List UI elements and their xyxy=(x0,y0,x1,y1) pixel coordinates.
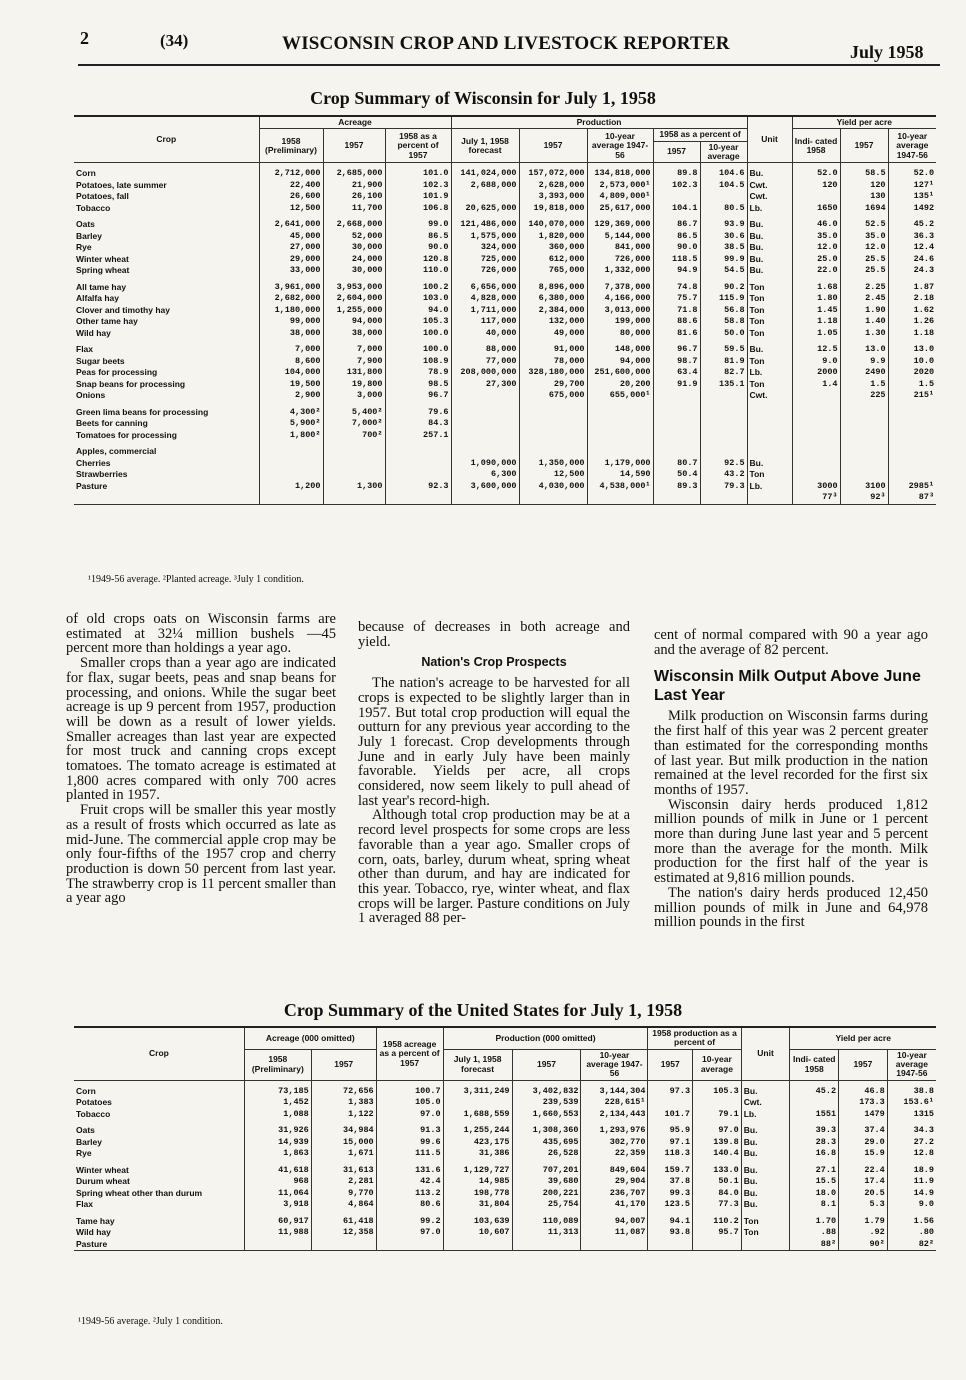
issue-date: July 1958 xyxy=(850,42,924,62)
cell-unit: Ton Ton xyxy=(741,1211,790,1251)
cell-unit: Bu. Bu. Bu. Bu. xyxy=(741,1160,790,1211)
cell-a57: 2,685,000 21,900 26,100 11,700 xyxy=(323,163,385,215)
cell-unit: Bu. Bu. Bu. xyxy=(741,1120,790,1160)
table-row xyxy=(74,163,936,215)
cell-a57: 7,000 7,900 131,800 19,800 3,000 xyxy=(323,339,385,402)
page-header xyxy=(60,28,940,68)
cell-y58: 1.70 .88 88² xyxy=(790,1211,839,1251)
article-column-1 xyxy=(66,612,336,906)
cell-c10: 92.5 43.2 79.3 xyxy=(700,441,747,504)
section-heading: Wisconsin Milk Output Above June Last Year xyxy=(654,668,921,705)
cell-y57: 46.8 173.3 1479 xyxy=(839,1080,888,1120)
cell-p57 xyxy=(519,402,587,442)
cell-p10 xyxy=(587,402,653,442)
cell-y58: 12.5 9.0 2000 1.4 xyxy=(792,339,840,402)
cell-p10: 3,144,304 228,615¹ 2,134,443 xyxy=(581,1080,648,1120)
publication-title: WISCONSIN CROP AND LIVESTOCK REPORTER xyxy=(282,33,730,54)
cell-p10: 7,378,000 4,166,000 3,013,000 199,000 80,000 xyxy=(587,277,653,340)
cell-y10: 13.0 10.0 2020 1.5 215¹ xyxy=(888,339,936,402)
cell-a57: 1,300 xyxy=(323,441,385,504)
wi-crop-summary-table xyxy=(74,115,936,505)
cell-p10: 94,007 11,087 xyxy=(581,1211,648,1251)
wi-table-footnote: ¹1949-56 average. ²Planted acreage. ³July 1 condition. xyxy=(88,574,304,585)
cell-p57: 140,070,000 1,820,000 360,000 612,000 765,000 xyxy=(519,214,587,277)
col-acreage: Acreage (000 omitted) xyxy=(244,1027,376,1049)
cell-unit: Bu. Ton Lb. Ton Cwt. xyxy=(747,339,792,402)
cell-apct: 99.2 97.0 xyxy=(376,1211,443,1251)
crop-names: Apples, commercial Cherries Strawberries Pasture xyxy=(76,446,157,491)
crop-names: Flax Sugar beets Peas for processing Snap beans for processing Onions xyxy=(76,344,186,401)
col-production: Production (000 omitted) xyxy=(443,1027,648,1049)
col-y1958: Indi- cated 1958 xyxy=(792,129,840,163)
cell-a58: 41,618 968 11,064 3,918 xyxy=(244,1160,311,1211)
paragraph: Although total crop production may be at a record level prospects for some crops are less favorable than a year ago. Smaller crops of corn, oats, barley, durum wheat, spring wheat other than durum, and hay are indicated for this year. Tobacco, rye, winter wheat, and flax crops will be larger. Pasture conditions on July 1 averaged 88 per- xyxy=(358,807,630,927)
col-y1957: 1957 xyxy=(839,1049,888,1080)
col-pct10: 10-year average xyxy=(693,1049,742,1080)
cell-c10: 97.0 139.8 140.4 xyxy=(693,1120,742,1160)
col-apct: 1958 acreage as a percent of 1957 xyxy=(376,1027,443,1080)
cell-y10: 34.3 27.2 12.8 xyxy=(887,1120,936,1160)
cell-apct: 91.3 99.6 111.5 xyxy=(376,1120,443,1160)
cell-y57: 52.5 35.0 12.0 25.5 25.5 xyxy=(840,214,888,277)
cell-p57: 8,896,000 6,380,000 2,384,000 132,000 49,000 xyxy=(519,277,587,340)
table-row xyxy=(74,1120,936,1160)
col-apct: 1958 as a percent of 1957 xyxy=(385,129,451,163)
cell-y57: 22.4 17.4 20.5 5.3 xyxy=(839,1160,888,1211)
cell-y10: 45.2 36.3 12.4 24.6 24.3 xyxy=(888,214,936,277)
cell-p58: 103,639 10,607 xyxy=(443,1211,512,1251)
col-p10: 10-year average 1947-56 xyxy=(581,1049,648,1080)
article-column-2 xyxy=(358,620,630,926)
cell-c10: 133.0 50.1 84.0 77.3 xyxy=(693,1160,742,1211)
cell-p57: 1,308,360 435,695 26,528 xyxy=(512,1120,581,1160)
cell-a57: 61,418 12,358 xyxy=(311,1211,376,1251)
us-crop-summary-table xyxy=(74,1026,936,1251)
cell-p10: 148,000 94,000 251,600,000 20,200 655,000¹ xyxy=(587,339,653,402)
crop-names: Oats Barley Rye xyxy=(76,1125,102,1159)
col-crop: Crop xyxy=(74,116,259,163)
crop-names: Winter wheat Durum wheat Spring wheat other than durum Flax xyxy=(76,1164,203,1210)
col-yield: Yield per acre xyxy=(790,1027,936,1049)
cell-c57: 74.8 75.7 71.8 88.6 81.6 xyxy=(653,277,700,340)
cell-p57: 707,201 39,680 200,221 25,754 xyxy=(512,1160,581,1211)
col-a1958: 1958 (Preliminary) xyxy=(244,1049,311,1080)
col-a1957: 1957 xyxy=(311,1049,376,1080)
cell-p10: 134,818,000 2,573,000¹ 4,809,000¹ 25,617,000 xyxy=(587,163,653,215)
col-p1958: July 1, 1958 forecast xyxy=(443,1049,512,1080)
cell-apct: 92.3 xyxy=(385,441,451,504)
col-a1958: 1958 (Preliminary) xyxy=(259,129,323,163)
col-crop: Crop xyxy=(74,1027,244,1080)
col-production: Production xyxy=(451,116,747,129)
cell-unit: Bu. Cwt. Cwt. Lb. xyxy=(747,163,792,215)
table-row xyxy=(74,339,936,402)
paragraph: cent of normal compared with 90 a year ago and the average of 82 percent. xyxy=(654,627,928,658)
cell-p57: 157,072,000 2,628,000 3,393,000 19,818,000 xyxy=(519,163,587,215)
cell-a58: 60,917 11,988 xyxy=(244,1211,311,1251)
cell-p58: 88,000 77,000 208,000,000 27,300 xyxy=(451,339,519,402)
cell-p57: 1,350,000 12,500 4,030,000 xyxy=(519,441,587,504)
col-y10: 10-year average 1947-56 xyxy=(887,1049,936,1080)
header-rule xyxy=(78,64,940,66)
cell-c10: 59.5 81.9 82.7 135.1 xyxy=(700,339,747,402)
cell-y58: 39.3 28.3 16.8 xyxy=(790,1120,839,1160)
crop-names: Corn Potatoes Tobacco xyxy=(76,1085,112,1119)
col-a1957: 1957 xyxy=(323,129,385,163)
cell-p57: 91,000 78,000 328,180,000 29,700 675,000 xyxy=(519,339,587,402)
cell-a57: 5,400² 7,000² 700² xyxy=(323,402,385,442)
cell-p58: 3,311,249 1,688,559 xyxy=(443,1080,512,1120)
cell-y58: 27.1 15.5 18.0 8.1 xyxy=(790,1160,839,1211)
cell-p58: 1,129,727 14,985 198,778 31,804 xyxy=(443,1160,512,1211)
cell-p57: 110,089 11,313 xyxy=(512,1211,581,1251)
crop-names: Green lima beans for processing Beets for canning Tomatoes for processing xyxy=(76,406,209,440)
cell-y58: 45.2 1551 xyxy=(790,1080,839,1120)
crop-names: Oats Barley Rye Winter wheat Spring wheat xyxy=(76,219,130,276)
col-p1957: 1957 xyxy=(519,129,587,163)
cell-y57: 58.5 120 130 1694 xyxy=(840,163,888,215)
cell-y57: 37.4 29.0 15.9 xyxy=(839,1120,888,1160)
cell-y57: 3100 92³ xyxy=(840,441,888,504)
col-pctgroup: 1958 as a percent of xyxy=(653,129,747,141)
cell-p58: 6,656,000 4,828,000 1,711,000 117,000 40,000 xyxy=(451,277,519,340)
cell-apct: 79.6 84.3 257.1 xyxy=(385,402,451,442)
cell-p58: 121,486,000 1,575,000 324,000 725,000 726,000 xyxy=(451,214,519,277)
paragraph: because of decreases in both acreage and yield. xyxy=(358,619,630,650)
col-acreage: Acreage xyxy=(259,116,451,129)
cell-unit: Ton Ton Ton Ton Ton xyxy=(747,277,792,340)
cell-p10: 849,604 29,904 236,707 41,170 xyxy=(581,1160,648,1211)
cell-unit xyxy=(747,402,792,442)
cell-p58: 1,090,000 6,300 3,600,000 xyxy=(451,441,519,504)
table-row xyxy=(74,1080,936,1120)
col-p10: 10-year average 1947-56 xyxy=(587,129,653,163)
cell-c57: 94.1 93.8 xyxy=(648,1211,693,1251)
crop-names: All tame hay Alfalfa hay Clover and timothy hay Other tame hay Wild hay xyxy=(76,281,170,338)
cell-a57: 3,953,000 2,604,000 1,255,000 94,000 38,000 xyxy=(323,277,385,340)
cell-unit: Bu. Ton Lb. xyxy=(747,441,792,504)
cell-p10: 129,369,000 5,144,000 841,000 726,000 1,332,000 xyxy=(587,214,653,277)
section-heading: Nation's Crop Prospects xyxy=(421,655,567,670)
paragraph: The nation's acreage to be harvested for all crops is expected to be slightly larger than in 1957. But total crop production will equal the outturn for any previous year according to the July 1 forecast. Crop developments through June and in early July have been mainly favorable. Yields per acre, all crops considered, now seem likely to pull ahead of last year's record-high. xyxy=(358,675,630,809)
col-pct10: 10-year average xyxy=(700,141,747,163)
cell-y57: 13.0 9.9 2490 1.5 225 xyxy=(840,339,888,402)
cell-apct: 100.2 103.0 94.0 105.3 100.0 xyxy=(385,277,451,340)
cell-p10: 1,179,000 14,590 4,538,000¹ xyxy=(587,441,653,504)
col-y1957: 1957 xyxy=(840,129,888,163)
cell-y10: 1.87 2.18 1.62 1.26 1.18 xyxy=(888,277,936,340)
cell-a57: 72,656 1,383 1,122 xyxy=(311,1080,376,1120)
us-table-title: Crop Summary of the United States for July 1, 1958 xyxy=(283,1000,683,1020)
cell-apct: 100.7 105.0 97.0 xyxy=(376,1080,443,1120)
cell-a58: 3,961,000 2,682,000 1,180,000 99,000 38,000 xyxy=(259,277,323,340)
cell-a58: 1,200 xyxy=(259,441,323,504)
cell-y57: 1.79 .92 90² xyxy=(839,1211,888,1251)
cell-a58: 31,926 14,939 1,863 xyxy=(244,1120,311,1160)
crop-names: Tame hay Wild hay Pasture xyxy=(76,1215,115,1249)
issue-number: (34) xyxy=(160,31,189,50)
cell-y57: 2.25 2.45 1.90 1.40 1.30 xyxy=(840,277,888,340)
page-number: 2 xyxy=(80,28,89,48)
table-row xyxy=(74,402,936,442)
cell-a58: 73,185 1,452 1,088 xyxy=(244,1080,311,1120)
col-y1958: Indi- cated 1958 xyxy=(790,1049,839,1080)
cell-c10 xyxy=(700,402,747,442)
cell-a57: 34,984 15,000 1,671 xyxy=(311,1120,376,1160)
paragraph: Milk production on Wisconsin farms during the first half of this year was 2 percent greater than estimated for the corresponding months of last year. But milk production in the nation remained at the level recorded for the first six months of 1957. xyxy=(654,708,928,798)
cell-p10: 1,293,976 302,770 22,359 xyxy=(581,1120,648,1160)
cell-a58: 2,712,000 22,400 26,600 12,500 xyxy=(259,163,323,215)
cell-c57: 86.7 86.5 90.0 118.5 94.9 xyxy=(653,214,700,277)
paragraph: The nation's dairy herds produced 12,450 million pounds of milk in June and 64,978 million pounds in the first xyxy=(654,884,928,931)
cell-c57 xyxy=(653,402,700,442)
table-row xyxy=(74,214,936,277)
paragraph: Fruit crops will be smaller this year mostly as a result of frosts which occurred as late as mid-June. The commercial apple crop may be only four-fifths of the 1957 crop and cherry production is down 50 percent from last year. The strawberry crop is 11 percent smaller than a year ago xyxy=(66,802,336,907)
wi-table-title: Crop Summary of Wisconsin for July 1, 1958 xyxy=(310,88,656,108)
cell-y10: 1.56 .80 82² xyxy=(887,1211,936,1251)
cell-apct: 131.6 42.4 113.2 80.6 xyxy=(376,1160,443,1211)
cell-c57: 159.7 37.8 99.3 123.5 xyxy=(648,1160,693,1211)
cell-y58 xyxy=(792,402,840,442)
cell-apct: 100.0 108.9 78.9 98.5 96.7 xyxy=(385,339,451,402)
col-yield: Yield per acre xyxy=(792,116,936,129)
cell-a58: 4,300² 5,900² 1,800² xyxy=(259,402,323,442)
cell-y10: 2985¹ 87³ xyxy=(888,441,936,504)
cell-a57: 2,668,000 52,000 30,000 24,000 30,000 xyxy=(323,214,385,277)
cell-apct: 99.0 86.5 90.0 120.8 110.0 xyxy=(385,214,451,277)
cell-c57: 96.7 98.7 63.4 91.9 xyxy=(653,339,700,402)
cell-unit: Bu. Bu. Bu. Bu. Bu. xyxy=(747,214,792,277)
col-unit: Unit xyxy=(747,116,792,163)
cell-c10: 104.6 104.5 80.5 xyxy=(700,163,747,215)
cell-a57: 31,613 2,281 9,770 4,864 xyxy=(311,1160,376,1211)
col-unit: Unit xyxy=(741,1027,790,1080)
table-row xyxy=(74,1160,936,1211)
crop-names: Corn Potatoes, late summer Potatoes, fall Tobacco xyxy=(76,168,167,213)
cell-c10: 93.9 30.6 38.5 99.9 54.5 xyxy=(700,214,747,277)
cell-c10: 105.3 79.1 xyxy=(693,1080,742,1120)
cell-p58 xyxy=(451,402,519,442)
col-pctgroup: 1958 production as a percent of xyxy=(648,1027,741,1049)
cell-y10: 38.8 153.6¹ 1315 xyxy=(887,1080,936,1120)
us-table-footnote: ¹1949-56 average. ²July 1 condition. xyxy=(78,1316,223,1327)
col-p1957: 1957 xyxy=(512,1049,581,1080)
cell-p58: 1,255,244 423,175 31,386 xyxy=(443,1120,512,1160)
paragraph: of old crops oats on Wisconsin farms are estimated at 32¼ million bushels —45 percent more than holdings a year ago. xyxy=(66,611,336,657)
cell-y10: 18.9 11.9 14.9 9.0 xyxy=(887,1160,936,1211)
col-p1958: July 1, 1958 forecast xyxy=(451,129,519,163)
paragraph: Wisconsin dairy herds produced 1,812 million pounds of milk in June or 1 percent more than during June last year and 5 percent more than the average for the month. Milk production for the first half of the year is estimated at 9,816 million pounds. xyxy=(654,796,928,887)
cell-unit: Bu. Cwt. Lb. xyxy=(741,1080,790,1120)
cell-y58: 3000 77³ xyxy=(792,441,840,504)
col-y10: 10-year average 1947-56 xyxy=(888,129,936,163)
cell-c57: 95.9 97.1 118.3 xyxy=(648,1120,693,1160)
article-column-3 xyxy=(654,628,928,930)
cell-c10: 110.2 95.7 xyxy=(693,1211,742,1251)
cell-y10 xyxy=(888,402,936,442)
cell-y58: 46.0 35.0 12.0 25.0 22.0 xyxy=(792,214,840,277)
cell-a58: 2,641,000 45,000 27,000 29,000 33,000 xyxy=(259,214,323,277)
cell-y58: 1.68 1.80 1.45 1.18 1.05 xyxy=(792,277,840,340)
cell-c57: 89.8 102.3 104.1 xyxy=(653,163,700,215)
cell-c57: 80.7 50.4 89.3 xyxy=(653,441,700,504)
cell-y57 xyxy=(840,402,888,442)
table-row xyxy=(74,277,936,340)
cell-p57: 3,402,832 239,539 1,660,553 xyxy=(512,1080,581,1120)
paragraph: Smaller crops than a year ago are indicated for flax, sugar beets, peas and snap beans for processing, and onions. While the sugar beet acreage is up 9 percent from 1957, production will be down as a result of lower yields. Smaller acreages than last year are expected for most truck and canning crops except tomatoes. The tomato acreage is estimated at 1,800 acres compared with only 700 acres planted in 1957. xyxy=(66,655,336,804)
table-row xyxy=(74,441,936,504)
cell-y10: 52.0 127¹ 135¹ 1492 xyxy=(888,163,936,215)
cell-a58: 7,000 8,600 104,000 19,500 2,900 xyxy=(259,339,323,402)
cell-c57: 97.3 101.7 xyxy=(648,1080,693,1120)
cell-c10: 90.2 115.9 56.8 58.8 50.0 xyxy=(700,277,747,340)
col-pct1957: 1957 xyxy=(648,1049,693,1080)
cell-y58: 52.0 120 1650 xyxy=(792,163,840,215)
col-pct1957: 1957 xyxy=(653,141,700,163)
cell-p58: 141,024,000 2,688,000 20,625,000 xyxy=(451,163,519,215)
table-row xyxy=(74,1211,936,1251)
cell-apct: 101.0 102.3 101.9 106.8 xyxy=(385,163,451,215)
